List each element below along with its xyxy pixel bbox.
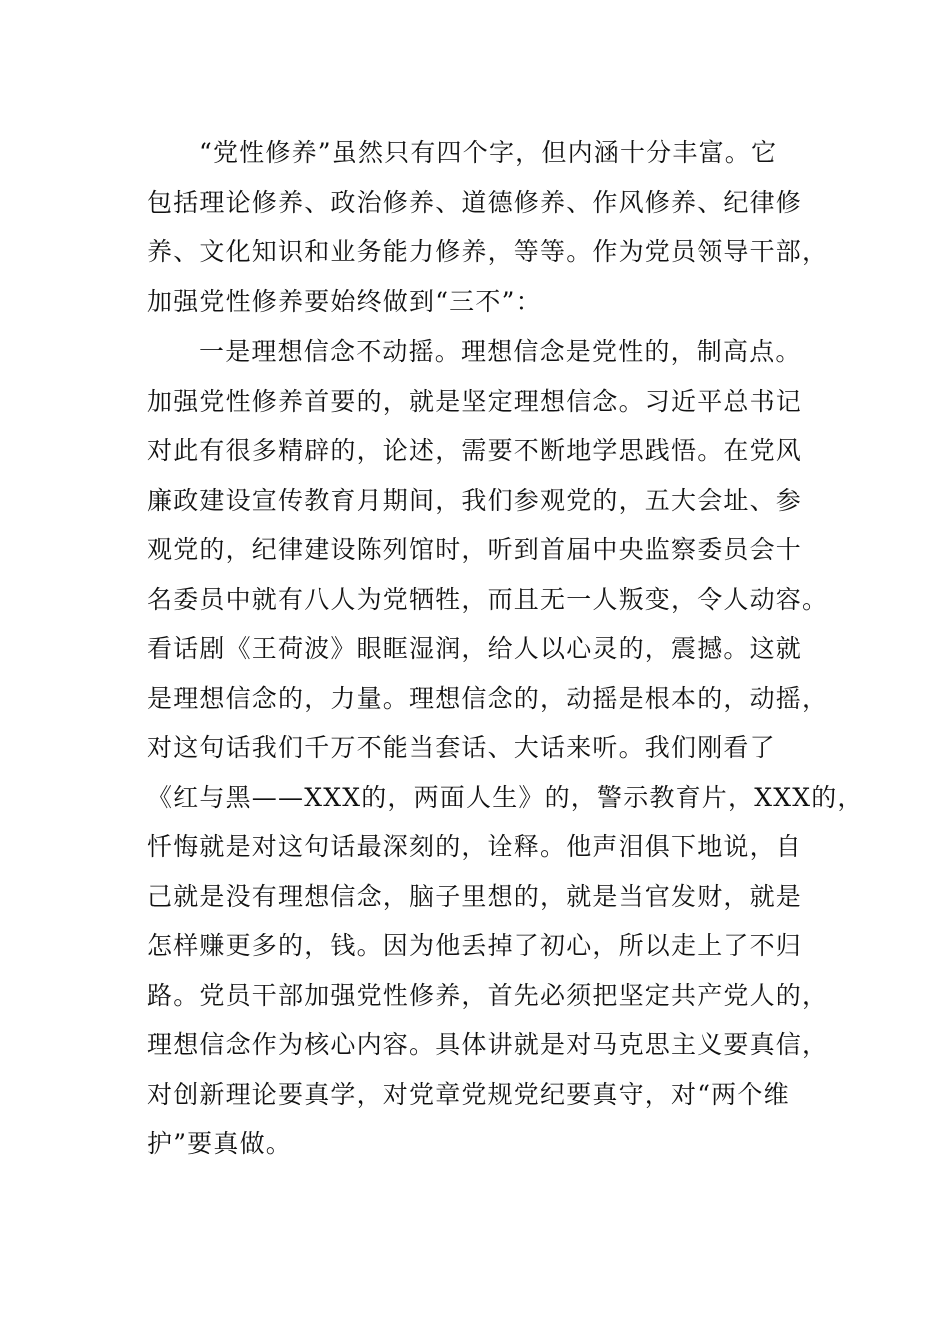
paragraph-1 [147,128,829,326]
paragraph-line: 加强党性修养首要的，就是坚定理想信念。习近平总书记 [147,386,803,416]
paragraph-2 [147,327,864,1169]
paragraph-line: 名委员中就有八人为党牺牲，而且无一人叛变，令人动容。 [147,584,829,614]
paragraph-line: 路。党员干部加强党性修养，首先必须把坚定共产党人的， [147,980,829,1010]
paragraph-line: 加强党性修养要始终做到“三不”： [147,286,542,316]
paragraph-line: 对创新理论要真学，对党章党规党纪要真守，对“两个维 [147,1079,790,1109]
paragraph-line: “党性修养”虽然只有四个字，但内涵十分丰富。它 [199,138,778,167]
paragraph-line: 己就是没有理想信念，脑子里想的，就是当官发财，就是 [147,881,803,911]
paragraph-line: 廉政建设宣传教育月期间，我们参观党的，五大会址、参 [147,485,803,515]
paragraph-line: 观党的，纪律建设陈列馆时，听到首届中央监察委员会十 [147,535,803,564]
paragraph-line: 包括理论修养、政治修养、道德修养、作风修养、纪律修 [147,187,803,217]
paragraph-line: 看话剧《王荷波》眼眶湿润，给人以心灵的，震撼。这就 [147,634,803,663]
paragraph-line: 是理想信念的，力量。理想信念的，动摇是根本的，动摇， [147,683,829,713]
paragraph-line: 护”要真做。 [147,1129,292,1158]
paragraph-line: 《红与黑——XXX的，两面人生》的，警示教育片，XXX的， [147,782,864,812]
paragraph-line: 养、文化知识和业务能力修养，等等。作为党员领导干部， [147,237,829,266]
paragraph-line: 怎样赚更多的，钱。因为他丢掉了初心，所以走上了不归 [147,931,803,960]
paragraph-line: 对此有很多精辟的，论述，需要不断地学思践悟。在党风 [147,436,803,465]
paragraph-line: 一是理想信念不动摇。理想信念是党性的，制高点。 [199,337,802,366]
paragraph-line: 理想信念作为核心内容。具体讲就是对马克思主义要真信， [147,1030,829,1059]
paragraph-line: 对这句话我们千万不能当套话、大话来听。我们刚看了 [147,733,776,762]
paragraph-line: 忏悔就是对这句话最深刻的，诠释。他声泪俱下地说，自 [147,832,803,861]
